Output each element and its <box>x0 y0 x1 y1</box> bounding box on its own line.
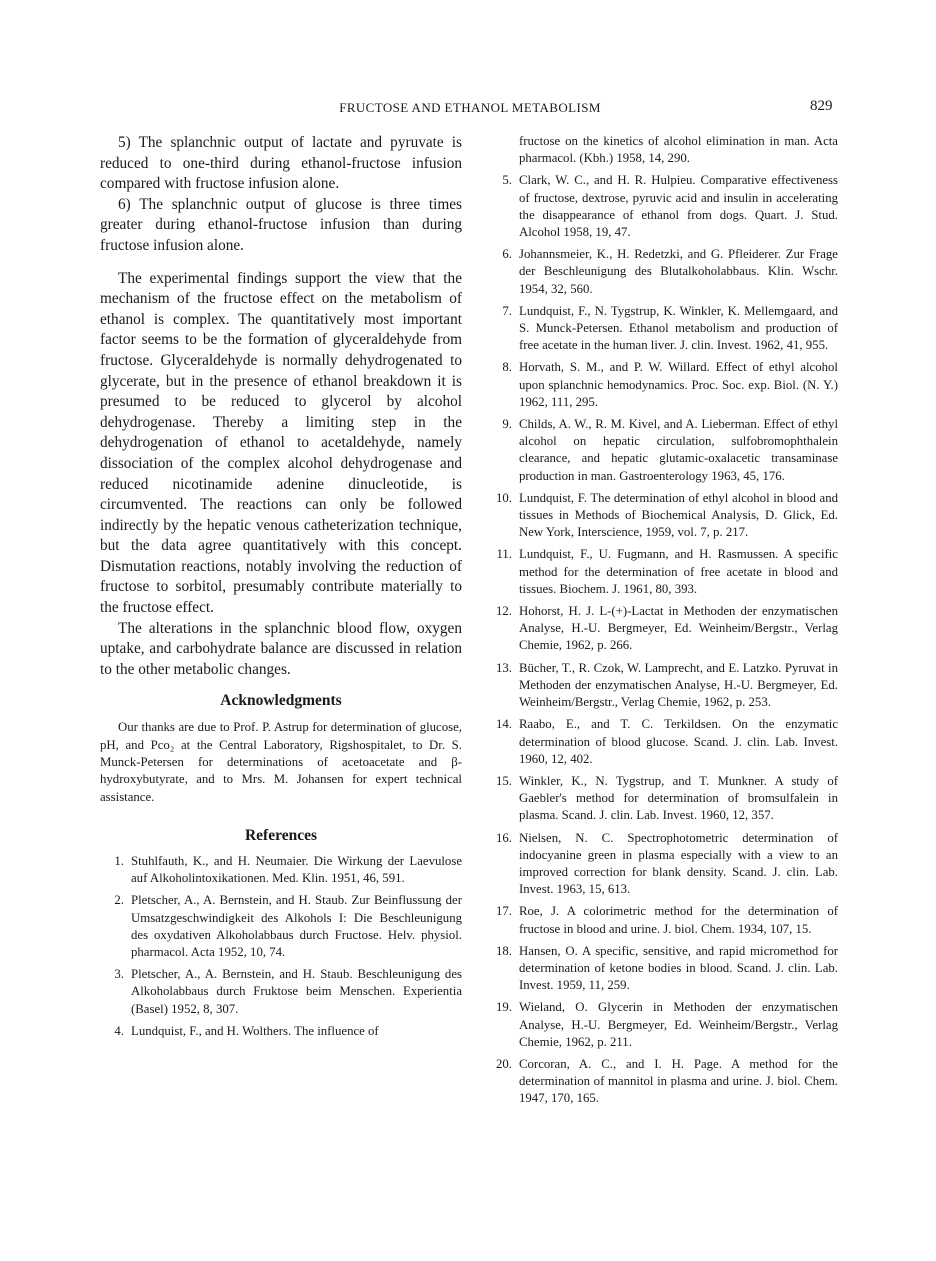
reference-number: 5. <box>502 173 512 188</box>
reference-text: Roe, J. A colorimetric method for the determination of fructose in blood and urine. J. biol. Chem. 1934, 107, 15. <box>519 904 838 936</box>
reference-number: 15. <box>496 773 512 788</box>
reference-item <box>480 172 838 241</box>
reference-item <box>480 773 838 825</box>
reference-item <box>100 853 462 887</box>
reference-list-right <box>480 172 838 1107</box>
reference-number: 10. <box>496 490 512 505</box>
reference-text: Lundquist, F., N. Tygstrup, K. Winkler, K. Mellemgaard, and S. Munck-Petersen. Ethanol metabolism and production of free acetate in the human liver. J. clin. Invest. 1962, 41, 955. <box>519 303 838 353</box>
reference-item <box>480 246 838 298</box>
acknowledgments-heading: Acknowledgments <box>220 692 342 710</box>
left-column <box>100 133 462 1045</box>
reference-item <box>100 892 462 961</box>
reference-number: 8. <box>502 360 512 375</box>
discussion-block <box>100 269 462 681</box>
reference-text: Johannsmeier, K., H. Redetzki, and G. Pfleiderer. Zur Frage der Beschleunigung des Blutalkoholabbaus. Klin. Wschr. 1954, 32, 560. <box>519 247 838 296</box>
reference-number: 6. <box>502 247 512 262</box>
reference-number: 3. <box>114 967 124 982</box>
reference-number: 2. <box>114 893 124 908</box>
conclusion-item-6: 6) The splanchnic output of glucose is three times greater during ethanol-fructose infusion than during fructose infusion alone. <box>100 195 462 254</box>
reference-text: Raabo, E., and T. C. Terkildsen. On the enzymatic determination of blood glucose. Scand. J. clin. Lab. Invest. 1960, 12, 402. <box>519 717 838 766</box>
reference-item <box>480 546 838 598</box>
reference-text: Stuhlfauth, K., and H. Neumaier. Die Wirkung der Laevulose auf Alkoholintoxikationen. Med. Klin. 1951, 46, 591. <box>131 853 462 886</box>
reference-text: Winkler, K., N. Tygstrup, and T. Munkner. A study of Gaebler's method for determination of bromsulfalein in plasma. Scand. J. clin. Lab. Invest. 1960, 12, 357. <box>519 773 838 823</box>
right-column <box>480 133 838 1113</box>
reference-text: Clark, W. C., and H. R. Hulpieu. Comparative effectiveness of fructose, dextrose, pyruvic acid and insulin in accelerating the disappearance of ethanol from dogs. Quart. J. Stud. Alcohol 1958, 19, 47. <box>519 173 838 240</box>
reference-text: Childs, A. W., R. M. Kivel, and A. Lieberman. Effect of ethyl alcohol on hepatic circulation, sulfobromophthalein clearance, and hepatic glutamic-oxalacetic transaminase production in man. Gastroenterology 1963, 45, 176. <box>519 417 838 483</box>
discussion-paragraph: The alterations in the splanchnic blood flow, oxygen uptake, and carbohydrate balance are discussed in relation to the other metabolic changes. <box>100 619 462 678</box>
reference-item <box>100 966 462 1018</box>
reference-item <box>480 416 838 485</box>
reference-item <box>480 660 838 712</box>
reference-item <box>480 359 838 411</box>
discussion-paragraph: The experimental findings support the view that the mechanism of the fructose effect on the metabolism of ethanol is complex. The quantitatively most important factor seems to be the formation of glyceraldehyde from fructose. Glyceraldehyde is normally dehydrogenated to glycerate, but in the presence of ethanol breakdown it is presumed to be reduced to glycerol by alcohol dehydrogenase. Thereby a limiting step in the dehydrogenation of ethanol to acetaldehyde, namely dissociation of the complex alcohol dehydrogenase and reduced nicotinamide adenine dinucleotide, is circumvented. The reactions can only be followed indirectly by the hepatic venous catheterization technique, but the data agree quantitatively with this concept. Dismutation reactions, notably involving the reduction of fructose to sorbitol, presumably contribute materially to the fructose effect. <box>100 269 462 617</box>
reference-text: Bücher, T., R. Czok, W. Lamprecht, and E. Latzko. Pyruvat in Methoden der enzymatischen Analyse, H.-U. Bergmeyer, Ed. Weinheim/Bergstr., Verlag Chemie, 1962, p. 253. <box>519 660 838 710</box>
reference-text: Nielsen, N. C. Spectrophotometric determination of indocyanine green in plasma especially with a view to an improved correction for blank density. Scand. J. clin. Lab. Invest. 1963, 15, 613. <box>519 830 838 897</box>
reference-item <box>480 943 838 995</box>
reference-text: Lundquist, F., and H. Wolthers. The influence of <box>131 1023 379 1038</box>
reference-item <box>480 999 838 1051</box>
reference-text: Pletscher, A., A. Bernstein, and H. Staub. Zur Beinflussung der Umsatzgeschwindigkeit des Alkohols I: Die Beschleunigung des oxydativen Alkoholabbaus durch Fructose. Helv. physiol. pharmacol. Acta 1952, 10, 74. <box>131 893 462 959</box>
reference-number: 19. <box>496 1000 512 1015</box>
reference-item <box>480 830 838 899</box>
reference-text: Lundquist, F., U. Fugmann, and H. Rasmussen. A specific method for the determination of free acetate in blood and tissues. Biochem. J. 1961, 80, 393. <box>519 547 838 596</box>
reference-number: 18. <box>496 943 512 958</box>
reference-number: 16. <box>496 830 512 845</box>
reference-item <box>480 303 838 355</box>
reference-continuation <box>519 133 838 167</box>
reference-number: 13. <box>496 660 512 675</box>
reference-item <box>480 716 838 768</box>
reference-text: fructose on the kinetics of alcohol elimination in man. Acta pharmacol. (Kbh.) 1958, 14, 290. <box>519 134 838 166</box>
reference-number: 14. <box>496 717 512 732</box>
reference-number: 12. <box>496 604 512 619</box>
reference-text: Hansen, O. A specific, sensitive, and rapid micromethod for determination of ketone bodies in blood. Scand. J. clin. Lab. Invest. 1959, 11, 259. <box>519 943 838 993</box>
conclusion-item-5: 5) The splanchnic output of lactate and pyruvate is reduced to one-third during ethanol-fructose infusion compared with fructose infusion alone. <box>100 134 462 193</box>
reference-number: 9. <box>502 417 512 432</box>
reference-item <box>480 490 838 542</box>
reference-list-left <box>100 853 462 1040</box>
reference-number: 20. <box>496 1056 512 1071</box>
reference-text: Hohorst, H. J. L-(+)-Lactat in Methoden der enzymatischen Analyse, H.-U. Bergmeyer, Ed. Weinheim/Bergstr., Verlag Chemie, 1962, p. 266. <box>519 604 838 653</box>
reference-text: Lundquist, F. The determination of ethyl alcohol in blood and tissues in Methods of Biochemical Analysis, D. Glick, Ed. New York, Interscience, 1959, vol. 7, p. 217. <box>519 490 838 540</box>
reference-number: 7. <box>502 303 512 318</box>
reference-number: 11. <box>496 547 512 562</box>
reference-text: Pletscher, A., A. Bernstein, and H. Staub. Beschleunigung des Alkoholabbaus durch Fruktose beim Menschen. Experientia (Basel) 1952, 8, 307. <box>131 967 462 1016</box>
reference-item <box>100 1023 462 1040</box>
reference-number: 4. <box>114 1023 124 1038</box>
reference-number: 1. <box>114 853 124 868</box>
reference-item <box>480 1056 838 1108</box>
reference-text: Corcoran, A. C., and I. H. Page. A method for the determination of mannitol in plasma and urine. J. biol. Chem. 1947, 170, 165. <box>519 1056 838 1106</box>
reference-item <box>480 603 838 655</box>
running-header <box>0 100 936 120</box>
reference-item <box>480 903 838 937</box>
reference-number: 17. <box>496 904 512 919</box>
reference-text: Horvath, S. M., and P. W. Willard. Effect of ethyl alcohol upon splanchnic hemodynamics. Proc. Soc. exp. Biol. (N. Y.) 1962, 111, 295. <box>519 360 838 409</box>
reference-text: Wieland, O. Glycerin in Methoden der enzymatischen Analyse, H.-U. Bergmeyer, Ed. Weinheim/Bergstr., Verlag Chemie, 1962, p. 211. <box>519 1000 838 1049</box>
running-title: FRUCTOSE AND ETHANOL METABOLISM <box>339 100 601 115</box>
page-number: 829 <box>810 98 833 114</box>
references-heading: References <box>244 826 317 844</box>
acknowledgments-text: Our thanks are due to Prof. P. Astrup for determination of glucose, pH, and Pco₂ at the Central Laboratory, Rigshospitalet, to Dr. S. Munck-Petersen for determinations of acetoacetate and β-hydroxybutyrate, and to Mrs. M. Johansen for expert technical assistance. <box>100 720 462 804</box>
